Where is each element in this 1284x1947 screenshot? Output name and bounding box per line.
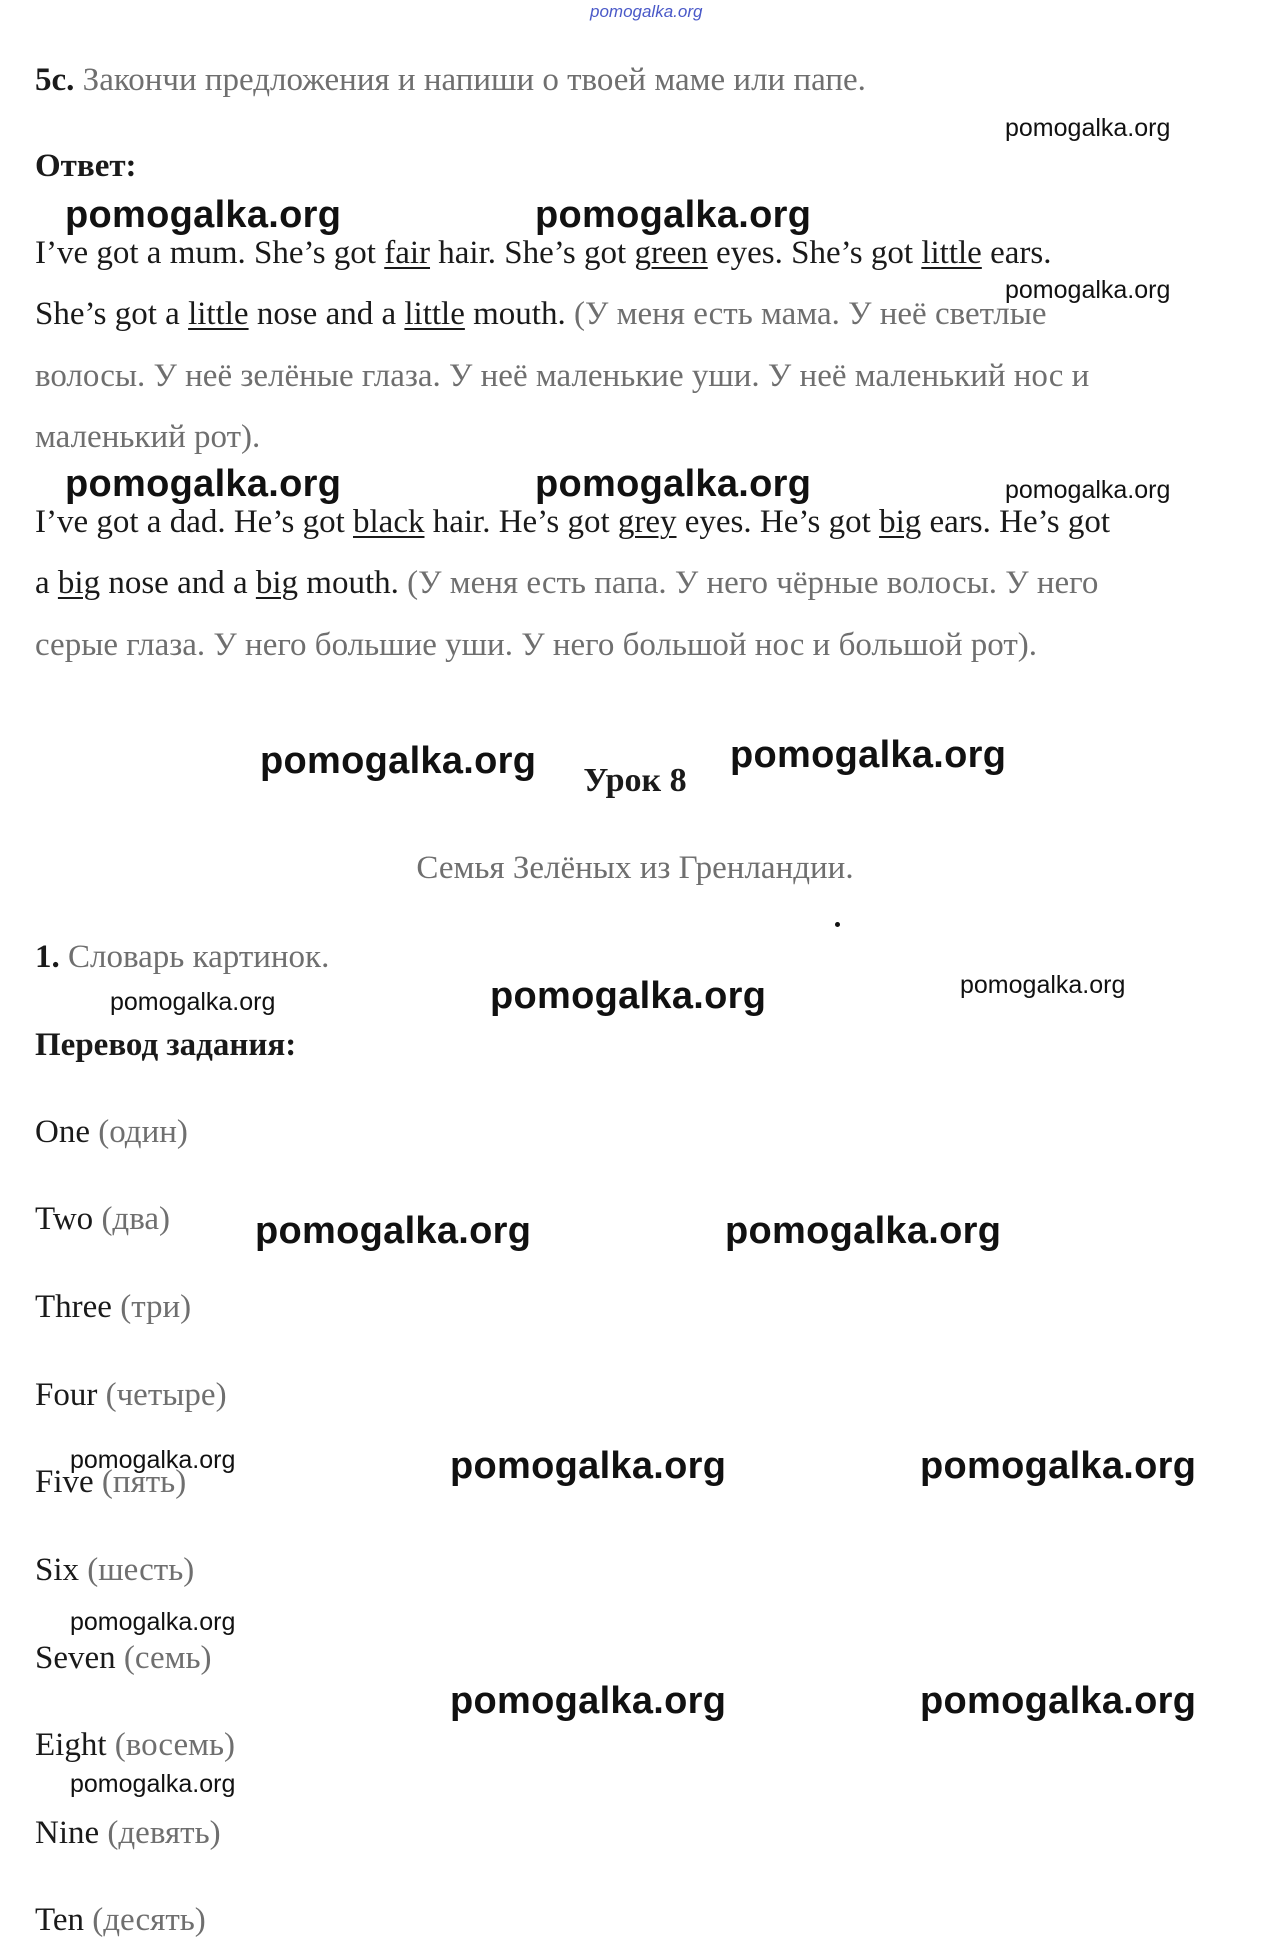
text-span: a — [35, 565, 58, 601]
word-ru: (восемь) — [114, 1727, 236, 1763]
watermark: pomogalka.org — [450, 1680, 727, 1722]
dad-line-1 — [35, 506, 1110, 539]
answer-label: Ответ: — [35, 148, 137, 184]
word-en: One — [35, 1114, 90, 1150]
dot-mark — [835, 922, 840, 927]
list-item — [35, 1815, 221, 1852]
watermark: pomogalka.org — [1005, 276, 1171, 304]
watermark: pomogalka.org — [920, 1445, 1197, 1487]
list-item — [35, 1377, 227, 1414]
underlined-word: black — [353, 504, 425, 540]
exercise-instruction: Закончи предложения и напиши о твоей маме или папе. — [82, 62, 866, 98]
text-span: I’ve got a mum. She’s got — [35, 235, 385, 271]
text-span: nose and a — [248, 296, 405, 332]
dad-translation-2: серые глаза. У него большие уши. У него большой нос и большой рот). — [35, 627, 1038, 663]
text-span: mouth. — [298, 565, 408, 601]
mum-line-2 — [35, 298, 1047, 331]
underlined-word: big — [879, 504, 922, 540]
text-span: ears. He’s got — [921, 504, 1111, 540]
text-span: She’s got a — [35, 296, 189, 332]
watermark: pomogalka.org — [260, 740, 537, 782]
mum-translation-3: маленький рот). — [35, 419, 261, 455]
word-ru: (семь) — [123, 1640, 212, 1676]
word-ru: (пять) — [101, 1464, 187, 1500]
word-en: Two — [35, 1201, 94, 1237]
text-span: hair. She’s got — [430, 235, 635, 271]
text-span: mouth. — [464, 296, 574, 332]
list-item — [35, 1552, 194, 1589]
exercise-5c-heading — [35, 64, 866, 97]
watermark: pomogalka.org — [725, 1210, 1002, 1252]
list-item — [35, 1640, 212, 1677]
underlined-word: grey — [617, 504, 677, 540]
watermark: pomogalka.org — [65, 463, 342, 505]
lesson-subtitle: Семья Зелёных из Гренландии. — [416, 850, 854, 886]
mum-line-1 — [35, 237, 1051, 270]
underlined-word: green — [634, 235, 708, 271]
translation-label: Перевод задания: — [35, 1027, 297, 1063]
list-item — [35, 1902, 206, 1939]
mum-translation-2: волосы. У неё зелёные глаза. У неё маленькие уши. У неё маленький нос и — [35, 358, 1090, 394]
watermark: pomogalka.org — [730, 734, 1007, 776]
exercise-1-heading — [35, 941, 329, 974]
word-ru: (три) — [120, 1289, 192, 1325]
lesson-title: Урок 8 — [583, 762, 687, 799]
exercise-number: 1. — [35, 939, 60, 975]
word-en: Ten — [35, 1902, 85, 1938]
word-en: Seven — [35, 1640, 116, 1676]
word-ru: (два) — [101, 1201, 170, 1237]
word-ru: (девять) — [107, 1815, 221, 1851]
word-ru: (десять) — [92, 1902, 206, 1938]
word-en: Eight — [35, 1727, 107, 1763]
watermark: pomogalka.org — [535, 463, 812, 505]
underlined-word: big — [255, 565, 299, 601]
watermark: pomogalka.org — [70, 1446, 236, 1474]
word-en: Six — [35, 1552, 80, 1588]
watermark: pomogalka.org — [1005, 476, 1171, 504]
underlined-word: little — [404, 296, 465, 332]
watermark: pomogalka.org — [65, 194, 342, 236]
watermark: pomogalka.org — [450, 1445, 727, 1487]
translation-text: (У меня есть папа. У него чёрные волосы. У него — [407, 565, 1099, 601]
watermark: pomogalka.org — [255, 1210, 532, 1252]
word-en: Three — [35, 1289, 112, 1325]
watermark: pomogalka.org — [70, 1608, 236, 1636]
word-en: Nine — [35, 1815, 100, 1851]
watermark: pomogalka.org — [110, 988, 276, 1016]
word-ru: (шесть) — [87, 1552, 195, 1588]
watermark: pomogalka.org — [920, 1680, 1197, 1722]
underlined-word: little — [188, 296, 249, 332]
watermark: pomogalka.org — [490, 975, 767, 1017]
list-item — [35, 1114, 188, 1151]
word-ru: (один) — [98, 1114, 188, 1150]
translation-text: (У меня есть мама. У неё светлые — [573, 296, 1047, 332]
text-span: ears. — [981, 235, 1052, 271]
header-link[interactable]: pomogalka.org — [590, 2, 703, 21]
text-span: hair. He’s got — [424, 504, 618, 540]
list-item — [35, 1727, 235, 1764]
word-ru: (четыре) — [105, 1377, 227, 1413]
text-span: eyes. She’s got — [707, 235, 922, 271]
watermark: pomogalka.org — [535, 194, 812, 236]
exercise-instruction: Словарь картинок. — [68, 939, 330, 975]
list-item — [35, 1201, 170, 1238]
watermark: pomogalka.org — [1005, 114, 1171, 142]
dad-line-2 — [35, 567, 1098, 600]
watermark: pomogalka.org — [70, 1770, 236, 1798]
exercise-number: 5c. — [35, 62, 75, 98]
list-item — [35, 1289, 191, 1326]
watermark: pomogalka.org — [960, 971, 1126, 999]
underlined-word: little — [921, 235, 982, 271]
word-en: Five — [35, 1464, 94, 1500]
underlined-word: fair — [384, 235, 431, 271]
text-span: nose and a — [100, 565, 256, 601]
text-span: eyes. He’s got — [676, 504, 880, 540]
word-en: Four — [35, 1377, 98, 1413]
underlined-word: big — [57, 565, 101, 601]
text-span: I’ve got a dad. He’s got — [35, 504, 353, 540]
